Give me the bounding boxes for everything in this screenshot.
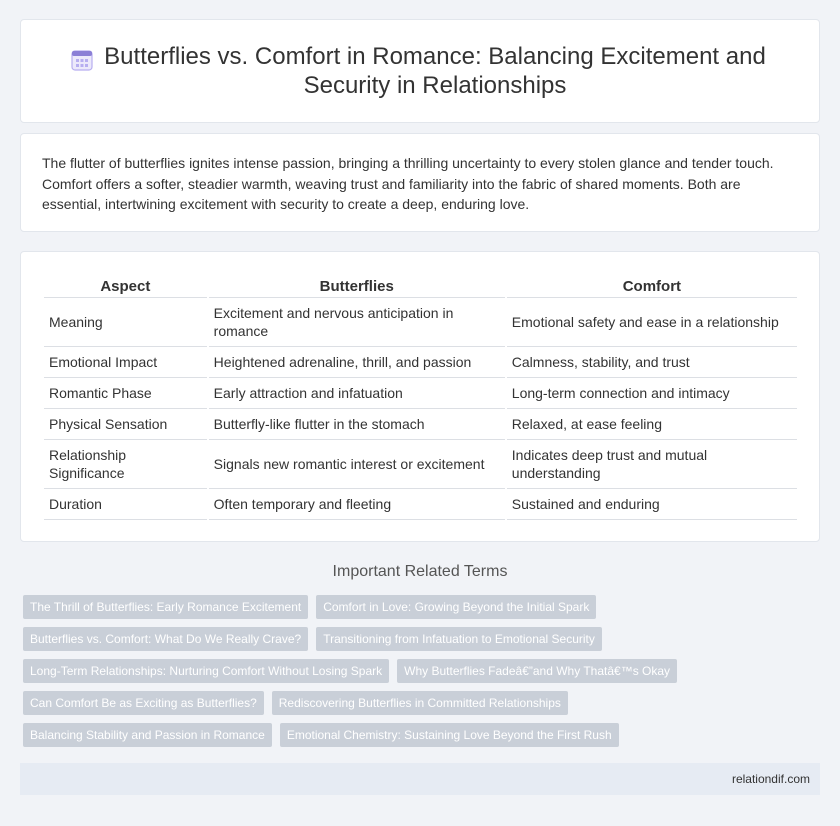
header-aspect: Aspect [44,277,207,298]
intro-card [20,133,820,232]
related-term-tag[interactable]: Can Comfort Be as Exciting as Butterflies? [23,691,264,715]
table-row [44,489,797,520]
table-row [44,409,797,440]
footer [20,763,820,795]
table-cell: Emotional safety and ease in a relationship [507,298,797,347]
related-term-tag[interactable]: The Thrill of Butterflies: Early Romance Excitement [23,595,308,619]
related-term-tag[interactable]: Comfort in Love: Growing Beyond the Initial Spark [316,595,596,619]
related-term-tag[interactable]: Butterflies vs. Comfort: What Do We Really Crave? [23,627,308,651]
table-cell: Duration [44,489,207,520]
table-cell: Butterfly-like flutter in the stomach [209,409,505,440]
header-butterflies: Butterflies [209,277,505,298]
related-terms-list [23,595,683,755]
comparison-table [42,277,799,520]
table-cell: Sustained and enduring [507,489,797,520]
table-cell: Heightened adrenaline, thrill, and passion [209,347,505,378]
table-cell: Romantic Phase [44,378,207,409]
title-card [20,19,820,123]
table-cell: Signals new romantic interest or excitement [209,440,505,489]
site-name[interactable]: relationdif.com [731,772,810,786]
related-term-tag[interactable]: Rediscovering Butterflies in Committed Relationships [272,691,568,715]
table-cell: Emotional Impact [44,347,207,378]
table-row [44,347,797,378]
table-row [44,378,797,409]
related-term-tag[interactable]: Long-Term Relationships: Nurturing Comfort Without Losing Spark [23,659,389,683]
table-cell: Physical Sensation [44,409,207,440]
intro-paragraph: The flutter of butterflies ignites intense passion, bringing a thrilling uncertainty to every stolen glance and tender touch. Comfort offers a softer, steadier warmth, weaving trust and familiarity into the fabric of shared moments. Both are essential, intertwining excitement with security to create a deep, enduring love. [42,155,774,212]
table-cell: Long-term connection and intimacy [507,378,797,409]
table-row [44,298,797,347]
table-cell: Early attraction and infatuation [209,378,505,409]
table-cell: Calmness, stability, and trust [507,347,797,378]
related-term-tag[interactable]: Why Butterflies Fadeâ€”and Why Thatâ€™s Okay [397,659,677,683]
related-term-tag[interactable]: Transitioning from Infatuation to Emotional Security [316,627,602,651]
header-comfort: Comfort [507,277,797,298]
table-cell: Relaxed, at ease feeling [507,409,797,440]
comparison-card [20,251,820,542]
page-title: Butterflies vs. Comfort in Romance: Balancing Excitement and Security in Relationships [104,43,766,99]
table-cell: Often temporary and fleeting [209,489,505,520]
table-row [44,440,797,489]
related-term-tag[interactable]: Emotional Chemistry: Sustaining Love Beyond the First Rush [280,723,619,747]
related-terms-heading: Important Related Terms [332,563,508,580]
table-cell: Meaning [44,298,207,347]
table-cell: Relationship Significance [44,440,207,489]
table-cell: Indicates deep trust and mutual understanding [507,440,797,489]
table-cell: Excitement and nervous anticipation in romance [209,298,505,347]
table-header-row [44,277,797,298]
related-term-tag[interactable]: Balancing Stability and Passion in Romance [23,723,272,747]
